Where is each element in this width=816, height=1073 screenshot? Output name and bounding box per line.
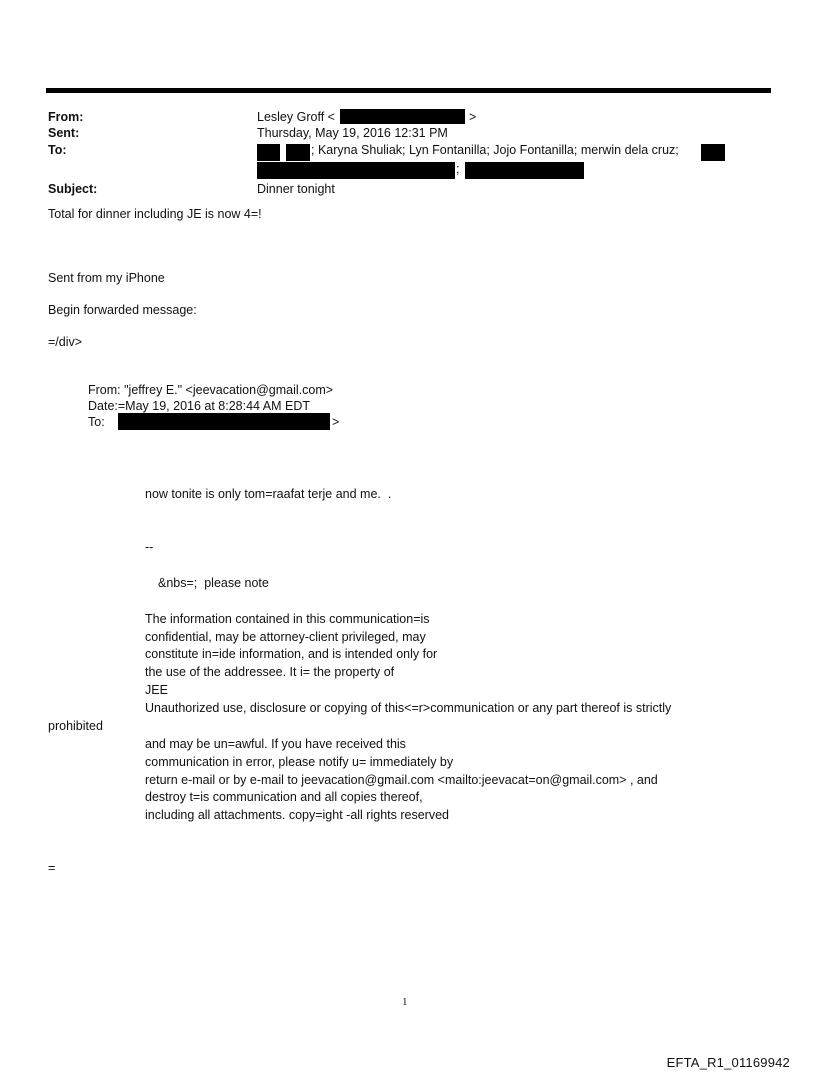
nbsp-note: &nbs=; please note bbox=[158, 576, 269, 590]
disclaimer-line: communication in error, please notify u= immediately by bbox=[145, 755, 454, 769]
bates-number: EFTA_R1_01169942 bbox=[666, 1055, 790, 1070]
redaction bbox=[701, 144, 725, 161]
to-value: ; Karyna Shuliak; Lyn Fontanilla; Jojo Fontanilla; merwin dela cruz; bbox=[311, 143, 679, 157]
body-line: Begin forwarded message: bbox=[48, 303, 197, 317]
disclaimer-line: The information contained in this communication=is bbox=[145, 612, 430, 626]
body-line: =/div> bbox=[48, 335, 83, 349]
from-value-end: > bbox=[469, 110, 477, 124]
redaction bbox=[257, 162, 455, 179]
trailing-char: = bbox=[48, 861, 56, 875]
fwd-to-end: > bbox=[332, 415, 340, 429]
to-label: To: bbox=[48, 143, 67, 157]
disclaimer-line: the use of the addressee. It i= the property of bbox=[145, 665, 395, 679]
disclaimer-line: destroy t=is communication and all copies thereof, bbox=[145, 790, 423, 804]
fwd-from: From: "jeffrey E." <jeevacation@gmail.com> bbox=[88, 383, 334, 397]
page-number: 1 bbox=[402, 996, 408, 1008]
disclaimer-line: constitute in=ide information, and is intended only for bbox=[145, 647, 438, 661]
disclaimer-line: prohibited bbox=[48, 719, 103, 733]
subject-value: Dinner tonight bbox=[257, 182, 335, 196]
fwd-date: Date:=May 19, 2016 at 8:28:44 AM EDT bbox=[88, 399, 311, 413]
redaction bbox=[465, 162, 584, 179]
sent-label: Sent: bbox=[48, 126, 80, 140]
body-line: Sent from my iPhone bbox=[48, 271, 165, 285]
sig-dash: -- bbox=[145, 540, 154, 554]
from-label: From: bbox=[48, 110, 84, 124]
message: now tonite is only tom=raafat terje and me. . bbox=[145, 487, 392, 501]
header-rule bbox=[46, 88, 771, 93]
disclaimer-line: return e-mail or by e-mail to jeevacation@gmail.com <mailto:jeevacat=on@gmail.com> , and bbox=[145, 773, 658, 787]
redaction bbox=[340, 109, 465, 124]
to-value-line2: ; bbox=[456, 162, 460, 176]
redaction bbox=[286, 144, 310, 161]
fwd-to: To: bbox=[88, 415, 105, 429]
sent-value: Thursday, May 19, 2016 12:31 PM bbox=[257, 126, 448, 140]
disclaimer-line: Unauthorized use, disclosure or copying of this<=r>communication or any part thereof is strictly bbox=[145, 701, 672, 715]
disclaimer-line: JEE bbox=[145, 683, 168, 697]
disclaimer-line: and may be un=awful. If you have received this bbox=[145, 737, 406, 751]
disclaimer-line: confidential, may be attorney-client privileged, may bbox=[145, 630, 426, 644]
redaction bbox=[118, 413, 330, 430]
from-value: Lesley Groff < bbox=[257, 110, 335, 124]
body-line: Total for dinner including JE is now 4=! bbox=[48, 207, 262, 221]
subject-label: Subject: bbox=[48, 182, 98, 196]
redaction bbox=[257, 144, 280, 161]
disclaimer-line: including all attachments. copy=ight -all rights reserved bbox=[145, 808, 449, 822]
